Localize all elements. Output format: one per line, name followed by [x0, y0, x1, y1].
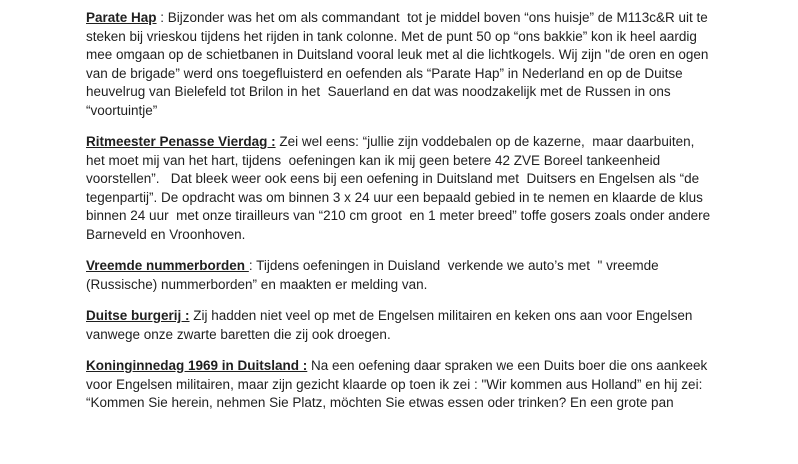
section-heading: Parate Hap — [86, 10, 157, 25]
paragraph-ritmeester-penasse-vierdag — [86, 133, 715, 244]
section-heading: Ritmeester Penasse Vierdag : — [86, 134, 276, 149]
section-heading: Duitse burgerij : — [86, 308, 190, 323]
text-block — [86, 9, 715, 426]
paragraph-text: : Bijzonder was het om als commandant tot je middel boven “ons huisje” de M113c&R uit te steken bij vrieskou tijdens het rijden in tank colonne. Met de punt 50 op “ons bakkie” kon ik heel aardig mee omgaan op de schietbanen in Duitsland vooral leuk met al die lichtkogels. Wij zijn "de oren en ogen van de brigade” werd ons toegefluisterd en oefenden als “Parate Hap” in Nederland en op de Duitse heuvelrug van Bielefeld tot Brilon in het Sauerland en dat was noodzakelijk met de Russen in ons “voortuintje” — [86, 10, 713, 118]
paragraph-text: Zij hadden niet veel op met de Engelsen militairen en keken ons aan voor Engelsen vanwege onze zwarte baretten die zij ook droegen. — [86, 308, 697, 342]
paragraph-text: Na een oefening daar spraken we een Duits boer die ons aankeek voor Engelsen militairen, maar zijn gezicht klaarde op toen ik zei : "Wir kommen aus Holland” en hij zei: “Kommen Sie herein, nehmen Sie Platz, möchten Sie etwas essen oder trinken? En een grote pan — [86, 358, 712, 410]
paragraph-vreemde-nummerborden — [86, 257, 715, 294]
section-heading: Vreemde nummerborden — [86, 258, 249, 273]
paragraph-koninginnedag-1969 — [86, 357, 715, 413]
paragraph-parate-hap — [86, 9, 715, 120]
section-heading: Koninginnedag 1969 in Duitsland : — [86, 358, 308, 373]
paragraph-text: Zei wel eens: “jullie zijn voddebalen op de kazerne, maar daarbuiten, het moet mij van het hart, tijdens oefeningen kan ik mij geen betere 42 ZVE Boreel tankeenheid voorstellen”. Dat bleek weer ook eens bij een oefening in Duitsland met Duitsers en Engelsen als “de tegenpartij”. De opdracht was om binnen 3 x 24 uur een bepaald gebied in te nemen en klaarde de klus binnen 24 uur met onze tirailleurs van “210 cm groot en 1 meter breed” toffe gosers zoals onder andere Barneveld en Vroonhoven. — [86, 134, 714, 242]
paragraph-duitse-burgerij — [86, 307, 715, 344]
paragraph-text: : Tijdens oefeningen in Duisland verkende we auto’s met " vreemde (Russische) nummerborden” en maakten er melding van. — [86, 258, 663, 292]
